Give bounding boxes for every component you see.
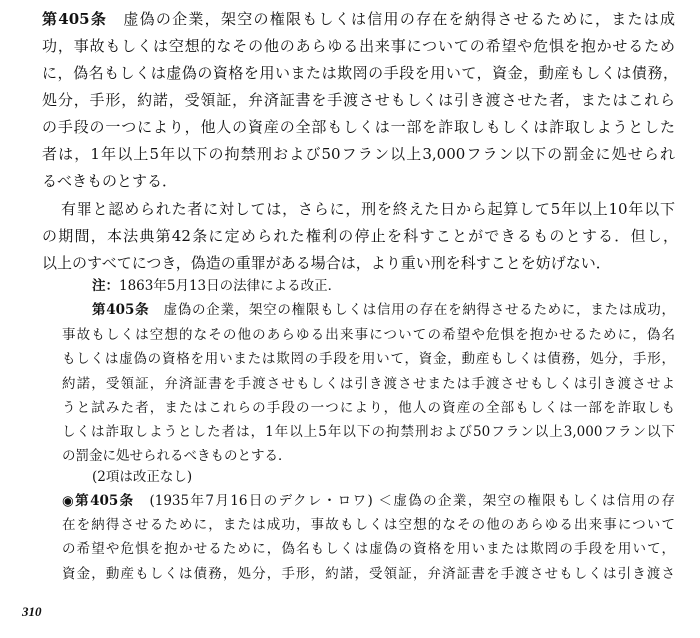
main-line: に，偽名もしくは虚偽の資格を用いまたは欺罔の手段を用いて，資金，動産もしくは債務， — [42, 64, 678, 82]
main-line: 処分，手形，約諾，受領証，弁済証書を手渡させもしくは引き渡させた者，またはこれら — [42, 91, 675, 109]
note-line: 資金，動産もしくは債務，処分，手形，約諾，受領証，弁済証書を手渡させもしくは引き渡さ — [62, 566, 675, 582]
main-line: 以上のすべてにつき，偽造の重罪がある場合は，より重い刑を科すことを妨げない． — [42, 254, 611, 272]
main-line: るべきものとする． — [42, 172, 178, 190]
note-line: 事故もしくは空想的なその他のあらゆる出来事についての希望や危惧を抱かせるために，偽名 — [62, 327, 675, 343]
main-line-text: 虚偽の企業，架空の権限もしくは信用の存在を納得させるために，または成 — [107, 10, 675, 28]
main-line: の期間，本法典第42条に定められた権利の停止を科すことができるものとする．但し， — [42, 227, 678, 245]
main-line — [42, 8, 675, 30]
note-line: しくは詐取しようとした者は，1年以上5年以下の拘禁刑および50フラン以上3,000フラン以下 — [62, 424, 675, 440]
note-line-text: 虚偽の企業，架空の権限もしくは信用の存在を納得させるために，または成功， — [149, 302, 675, 318]
note-line-text: (1935年7月16日のデクレ・ロワ) ＜虚偽の企業，架空の権限もしくは信用の存 — [134, 493, 675, 509]
note-line: 在を納得させるために，または成功，事故もしくは空想的なその他のあらゆる出来事について — [62, 517, 675, 533]
paragraph-unchanged-remark: (2項は改正なし) — [92, 469, 193, 485]
main-line: 功，事故もしくは空想的なその他のあらゆる出来事についての希望や危惧を抱かせるため — [42, 37, 675, 55]
note-line: の罰金に処せられるべきものとする． — [62, 448, 292, 464]
note-line — [62, 490, 675, 512]
note-line: もしくは虚偽の資格を用いまたは欺罔の手段を用いて，資金，動産もしくは債務，処分，手形， — [62, 351, 675, 367]
main-line: 有罪と認められた者に対しては，さらに，刑を終えた日から起算して5年以上10年以下 — [61, 200, 675, 218]
note-heading — [92, 275, 675, 297]
page-number: 310 — [22, 604, 42, 619]
article-number: 第405条 — [92, 302, 150, 318]
article-number: 第405条 — [42, 10, 108, 28]
note-line: の希望や危惧を抱かせるために，偽名もしくは虚偽の資格を用いまたは欺罔の手段を用いて， — [62, 541, 675, 557]
note-line: 約諾，受領証，弁済証書を手渡させもしくは引き渡させまたは手渡させもしくは引き渡させよ — [62, 376, 675, 392]
main-line: 者は，1年以上5年以下の拘禁刑および50フラン以上3,000フラン以下の罰金に処せられ — [42, 145, 675, 163]
note-line: うと試みた者，またはこれらの手段の一つにより，他人の資産の全部もしくは一部を詐取しも — [62, 400, 675, 416]
note-label: 注： — [92, 278, 119, 294]
note-heading-text: 1863年5月13日の法律による改正． — [119, 278, 342, 294]
article-number: ◉第405条 — [62, 493, 135, 509]
note-line — [92, 299, 675, 321]
main-line: の手段の一つにより，他人の資産の全部もしくは一部を詐取しもしくは詐取しようとした — [42, 118, 675, 136]
